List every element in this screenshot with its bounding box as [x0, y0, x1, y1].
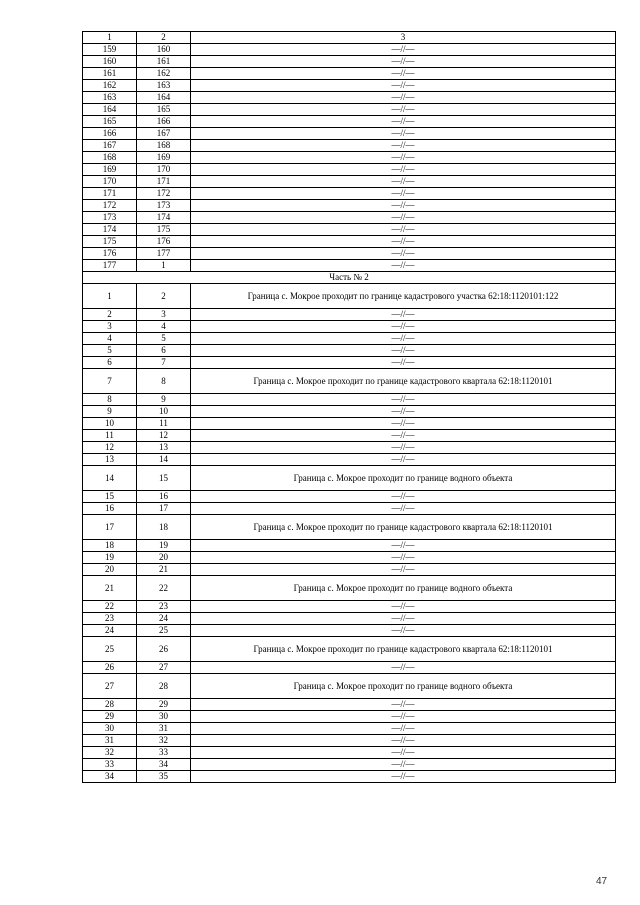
description-cell: —//—: [191, 116, 616, 128]
point-from-cell: 24: [83, 625, 137, 637]
description-cell: —//—: [191, 735, 616, 747]
point-to-cell: 20: [137, 552, 191, 564]
point-to-cell: 174: [137, 212, 191, 224]
table-row: [83, 56, 616, 68]
table-row: [83, 466, 616, 491]
table-row: [83, 333, 616, 345]
point-to-cell: 3: [137, 309, 191, 321]
description-cell: —//—: [191, 406, 616, 418]
point-to-cell: 16: [137, 491, 191, 503]
point-to-cell: 13: [137, 442, 191, 454]
header-cell-col3: 3: [191, 32, 616, 44]
point-to-cell: 175: [137, 224, 191, 236]
point-to-cell: 169: [137, 152, 191, 164]
point-to-cell: 33: [137, 747, 191, 759]
description-cell: Граница с. Мокрое проходит по границе кадастрового квартала 62:18:1120101: [191, 369, 616, 394]
table-row: [83, 637, 616, 662]
point-to-cell: 177: [137, 248, 191, 260]
table-row: [83, 662, 616, 674]
table-row: [83, 552, 616, 564]
table-row: [83, 430, 616, 442]
point-to-cell: 165: [137, 104, 191, 116]
point-to-cell: 172: [137, 188, 191, 200]
table-row: [83, 759, 616, 771]
description-cell: —//—: [191, 394, 616, 406]
table-row: [83, 68, 616, 80]
table-row: [83, 357, 616, 369]
description-cell: —//—: [191, 625, 616, 637]
point-from-cell: 13: [83, 454, 137, 466]
table-row: [83, 771, 616, 783]
table-row: [83, 515, 616, 540]
point-from-cell: 169: [83, 164, 137, 176]
description-cell: —//—: [191, 224, 616, 236]
point-to-cell: 161: [137, 56, 191, 68]
point-from-cell: 164: [83, 104, 137, 116]
description-cell: —//—: [191, 747, 616, 759]
description-cell: —//—: [191, 176, 616, 188]
description-cell: —//—: [191, 212, 616, 224]
point-from-cell: 173: [83, 212, 137, 224]
point-from-cell: 6: [83, 357, 137, 369]
table-row: [83, 321, 616, 333]
description-cell: —//—: [191, 759, 616, 771]
point-to-cell: 14: [137, 454, 191, 466]
description-cell: —//—: [191, 140, 616, 152]
point-from-cell: 11: [83, 430, 137, 442]
point-to-cell: 23: [137, 601, 191, 613]
header-row: [83, 32, 616, 44]
point-to-cell: 170: [137, 164, 191, 176]
description-cell: Граница с. Мокрое проходит по границе водного объекта: [191, 674, 616, 699]
point-to-cell: 6: [137, 345, 191, 357]
table-row: [83, 576, 616, 601]
point-from-cell: 16: [83, 503, 137, 515]
point-from-cell: 165: [83, 116, 137, 128]
point-from-cell: 174: [83, 224, 137, 236]
point-to-cell: 11: [137, 418, 191, 430]
description-cell: —//—: [191, 128, 616, 140]
point-from-cell: 10: [83, 418, 137, 430]
point-from-cell: 168: [83, 152, 137, 164]
table-row: [83, 260, 616, 272]
table-row: [83, 116, 616, 128]
description-cell: —//—: [191, 56, 616, 68]
point-to-cell: 163: [137, 80, 191, 92]
point-from-cell: 2: [83, 309, 137, 321]
description-cell: —//—: [191, 564, 616, 576]
point-from-cell: 172: [83, 200, 137, 212]
point-from-cell: 170: [83, 176, 137, 188]
point-to-cell: 176: [137, 236, 191, 248]
point-from-cell: 4: [83, 333, 137, 345]
description-cell: Граница с. Мокрое проходит по границе водного объекта: [191, 466, 616, 491]
point-to-cell: 8: [137, 369, 191, 394]
point-from-cell: 171: [83, 188, 137, 200]
point-from-cell: 32: [83, 747, 137, 759]
description-cell: —//—: [191, 44, 616, 56]
header-cell-col1: 1: [83, 32, 137, 44]
description-cell: —//—: [191, 540, 616, 552]
point-from-cell: 160: [83, 56, 137, 68]
point-to-cell: 17: [137, 503, 191, 515]
header-cell-col2: 2: [137, 32, 191, 44]
point-from-cell: 177: [83, 260, 137, 272]
point-from-cell: 175: [83, 236, 137, 248]
point-to-cell: 5: [137, 333, 191, 345]
point-from-cell: 167: [83, 140, 137, 152]
description-cell: —//—: [191, 68, 616, 80]
point-to-cell: 9: [137, 394, 191, 406]
point-to-cell: 167: [137, 128, 191, 140]
point-to-cell: 25: [137, 625, 191, 637]
table-row: [83, 454, 616, 466]
point-from-cell: 159: [83, 44, 137, 56]
table-row: [83, 176, 616, 188]
table-body: [83, 32, 616, 783]
point-to-cell: 164: [137, 92, 191, 104]
point-to-cell: 15: [137, 466, 191, 491]
point-to-cell: 22: [137, 576, 191, 601]
table-row: [83, 80, 616, 92]
point-to-cell: 4: [137, 321, 191, 333]
table-row: [83, 224, 616, 236]
point-from-cell: 5: [83, 345, 137, 357]
description-cell: —//—: [191, 80, 616, 92]
table-row: [83, 503, 616, 515]
table-row: [83, 164, 616, 176]
description-cell: —//—: [191, 309, 616, 321]
table-row: [83, 212, 616, 224]
point-from-cell: 12: [83, 442, 137, 454]
table-row: [83, 564, 616, 576]
point-to-cell: 29: [137, 699, 191, 711]
description-cell: —//—: [191, 236, 616, 248]
section-row: [83, 272, 616, 284]
table-row: [83, 309, 616, 321]
table-row: [83, 442, 616, 454]
point-to-cell: 12: [137, 430, 191, 442]
point-to-cell: 166: [137, 116, 191, 128]
description-cell: —//—: [191, 92, 616, 104]
point-to-cell: 1: [137, 260, 191, 272]
table-row: [83, 44, 616, 56]
description-cell: —//—: [191, 164, 616, 176]
point-from-cell: 166: [83, 128, 137, 140]
point-from-cell: 22: [83, 601, 137, 613]
point-to-cell: 162: [137, 68, 191, 80]
boundary-points-table: [82, 31, 616, 783]
point-from-cell: 7: [83, 369, 137, 394]
description-cell: —//—: [191, 333, 616, 345]
point-from-cell: 15: [83, 491, 137, 503]
table-row: [83, 369, 616, 394]
point-to-cell: 19: [137, 540, 191, 552]
description-cell: —//—: [191, 188, 616, 200]
point-to-cell: 27: [137, 662, 191, 674]
point-from-cell: 176: [83, 248, 137, 260]
point-from-cell: 23: [83, 613, 137, 625]
description-cell: —//—: [191, 442, 616, 454]
point-from-cell: 162: [83, 80, 137, 92]
description-cell: —//—: [191, 260, 616, 272]
point-from-cell: 30: [83, 723, 137, 735]
point-from-cell: 25: [83, 637, 137, 662]
point-to-cell: 28: [137, 674, 191, 699]
point-from-cell: 9: [83, 406, 137, 418]
table-row: [83, 406, 616, 418]
description-cell: —//—: [191, 491, 616, 503]
description-cell: Граница с. Мокрое проходит по границе кадастрового квартала 62:18:1120101: [191, 637, 616, 662]
description-cell: —//—: [191, 503, 616, 515]
point-from-cell: 8: [83, 394, 137, 406]
table-row: [83, 140, 616, 152]
point-to-cell: 35: [137, 771, 191, 783]
point-from-cell: 29: [83, 711, 137, 723]
point-from-cell: 27: [83, 674, 137, 699]
point-from-cell: 21: [83, 576, 137, 601]
table-row: [83, 345, 616, 357]
table-row: [83, 625, 616, 637]
table-row: [83, 735, 616, 747]
description-cell: Граница с. Мокрое проходит по границе водного объекта: [191, 576, 616, 601]
table-row: [83, 418, 616, 430]
point-from-cell: 28: [83, 699, 137, 711]
point-from-cell: 17: [83, 515, 137, 540]
point-from-cell: 33: [83, 759, 137, 771]
description-cell: —//—: [191, 430, 616, 442]
point-from-cell: 34: [83, 771, 137, 783]
table-row: [83, 236, 616, 248]
description-cell: —//—: [191, 200, 616, 212]
table-row: [83, 491, 616, 503]
description-cell: —//—: [191, 699, 616, 711]
point-to-cell: 7: [137, 357, 191, 369]
description-cell: —//—: [191, 552, 616, 564]
description-cell: —//—: [191, 613, 616, 625]
point-from-cell: 19: [83, 552, 137, 564]
point-from-cell: 163: [83, 92, 137, 104]
point-to-cell: 18: [137, 515, 191, 540]
point-to-cell: 173: [137, 200, 191, 212]
description-cell: —//—: [191, 418, 616, 430]
point-to-cell: 171: [137, 176, 191, 188]
description-cell: —//—: [191, 601, 616, 613]
table-row: [83, 188, 616, 200]
point-from-cell: 3: [83, 321, 137, 333]
table-row: [83, 674, 616, 699]
point-to-cell: 32: [137, 735, 191, 747]
point-from-cell: 161: [83, 68, 137, 80]
point-to-cell: 168: [137, 140, 191, 152]
table-row: [83, 613, 616, 625]
table-row: [83, 200, 616, 212]
description-cell: Граница с. Мокрое проходит по границе кадастрового участка 62:18:1120101:122: [191, 284, 616, 309]
table-row: [83, 723, 616, 735]
point-from-cell: 1: [83, 284, 137, 309]
description-cell: —//—: [191, 104, 616, 116]
point-from-cell: 14: [83, 466, 137, 491]
table-row: [83, 394, 616, 406]
point-to-cell: 31: [137, 723, 191, 735]
point-to-cell: 34: [137, 759, 191, 771]
point-from-cell: 18: [83, 540, 137, 552]
page-number: 47: [596, 876, 608, 887]
point-to-cell: 10: [137, 406, 191, 418]
point-to-cell: 30: [137, 711, 191, 723]
description-cell: —//—: [191, 345, 616, 357]
table-row: [83, 540, 616, 552]
point-from-cell: 31: [83, 735, 137, 747]
description-cell: —//—: [191, 454, 616, 466]
description-cell: —//—: [191, 723, 616, 735]
point-to-cell: 160: [137, 44, 191, 56]
table-row: [83, 128, 616, 140]
table-row: [83, 248, 616, 260]
point-to-cell: 24: [137, 613, 191, 625]
point-from-cell: 26: [83, 662, 137, 674]
table-row: [83, 284, 616, 309]
section-title: Часть № 2: [83, 272, 616, 284]
description-cell: —//—: [191, 152, 616, 164]
table-row: [83, 152, 616, 164]
description-cell: —//—: [191, 248, 616, 260]
point-to-cell: 21: [137, 564, 191, 576]
description-cell: —//—: [191, 771, 616, 783]
description-cell: Граница с. Мокрое проходит по границе кадастрового квартала 62:18:1120101: [191, 515, 616, 540]
table-row: [83, 601, 616, 613]
description-cell: —//—: [191, 711, 616, 723]
description-cell: —//—: [191, 662, 616, 674]
point-to-cell: 2: [137, 284, 191, 309]
table-row: [83, 699, 616, 711]
table-row: [83, 92, 616, 104]
table-row: [83, 747, 616, 759]
point-from-cell: 20: [83, 564, 137, 576]
table-row: [83, 104, 616, 116]
description-cell: —//—: [191, 357, 616, 369]
point-to-cell: 26: [137, 637, 191, 662]
description-cell: —//—: [191, 321, 616, 333]
table-row: [83, 711, 616, 723]
